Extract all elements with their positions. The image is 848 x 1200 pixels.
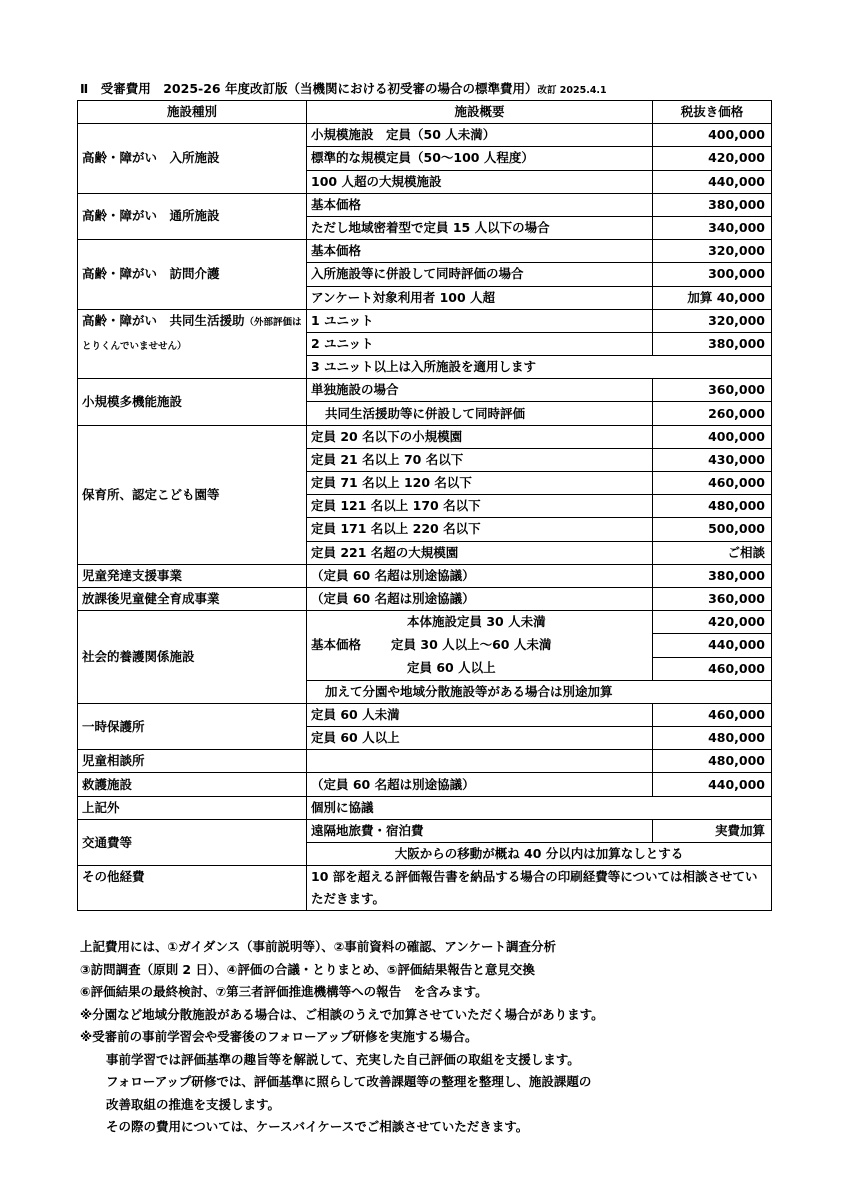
price-cell: 480,000 bbox=[653, 727, 772, 750]
price-cell: 500,000 bbox=[653, 518, 772, 541]
price-cell: 260,000 bbox=[653, 402, 772, 425]
summary-cell: 共同生活援助等に併設して同時評価 bbox=[307, 402, 653, 425]
price-cell: 400,000 bbox=[653, 425, 772, 448]
summary-cell: 定員 20 名以下の小規模園 bbox=[307, 425, 653, 448]
price-cell: ご相談 bbox=[653, 541, 772, 564]
table-header-row bbox=[78, 101, 772, 124]
category-cell: 放課後児童健全育成事業 bbox=[78, 587, 307, 610]
summary-cell: ただし地域密着型で定員 15 人以下の場合 bbox=[307, 216, 653, 239]
price-cell: 400,000 bbox=[653, 124, 772, 147]
category-cell: 交通費等 bbox=[78, 819, 307, 865]
table-row bbox=[78, 124, 772, 147]
revision-date: 改訂 2025.4.1 bbox=[537, 85, 607, 96]
summary-cell: 単独施設の場合 bbox=[307, 379, 653, 402]
summary-cell: 定員 60 人以上 bbox=[307, 657, 653, 680]
summary-cell: 100 人超の大規模施設 bbox=[307, 170, 653, 193]
category-cell: その他経費 bbox=[78, 866, 307, 911]
price-cell: 実費加算 bbox=[653, 819, 772, 842]
summary-cell: 小規模施設 定員（50 人未満） bbox=[307, 124, 653, 147]
summary-cell: 遠隔地旅費・宿泊費 bbox=[307, 819, 653, 842]
summary-cell: 定員 171 名以上 220 名以下 bbox=[307, 518, 653, 541]
category-note: （外部評価はとりくんでいませせん） bbox=[82, 316, 302, 352]
summary-cell: （定員 60 名超は別途協議） bbox=[307, 564, 653, 587]
category-cell bbox=[78, 309, 307, 379]
header-type: 施設種別 bbox=[78, 101, 307, 124]
summary-note-cell: 3 ユニット以上は入所施設を適用します bbox=[307, 356, 772, 379]
summary-cell: 定員 121 名以上 170 名以下 bbox=[307, 495, 653, 518]
base-price-label: 基本価格 bbox=[311, 637, 362, 653]
summary-cell: 標準的な規模定員（50〜100 人程度） bbox=[307, 147, 653, 170]
note-line: 上記費用には、①ガイダンス（事前説明等）、②事前資料の確認、アンケート調査分析 bbox=[80, 939, 557, 954]
summary-cell: （定員 60 名超は別途協議） bbox=[307, 587, 653, 610]
table-row bbox=[78, 866, 772, 911]
summary-cell: 定員 21 名以上 70 名以下 bbox=[307, 448, 653, 471]
price-cell: 360,000 bbox=[653, 379, 772, 402]
price-cell: 300,000 bbox=[653, 263, 772, 286]
note-line: ※分園など地域分散施設がある場合は、ご相談のうえで加算させていただく場合があります。 bbox=[80, 1006, 604, 1022]
note-line: フォローアップ研修では、評価基準に照らして改善課題等の整理を整理し、施設課題の bbox=[106, 1074, 592, 1089]
table-row bbox=[78, 379, 772, 402]
category-cell: 児童発達支援事業 bbox=[78, 564, 307, 587]
price-cell: 440,000 bbox=[653, 170, 772, 193]
summary-cell: 基本価格 bbox=[307, 240, 653, 263]
price-cell: 420,000 bbox=[653, 611, 772, 634]
note-line: ※受審前の事前学習会や受審後のフォローアップ研修を実施する場合。 bbox=[80, 1029, 478, 1044]
category-cell: 高齢・障がい 訪問介護 bbox=[78, 240, 307, 310]
summary-cell: 本体施設定員 30 人未満 bbox=[307, 611, 653, 634]
price-cell: 320,000 bbox=[653, 309, 772, 332]
table-row bbox=[78, 750, 772, 773]
table-row bbox=[78, 564, 772, 587]
table-row bbox=[78, 773, 772, 796]
summary-cell: 10 部を超える評価報告書を納品する場合の印刷経費等については相談させていただきます。 bbox=[307, 866, 772, 911]
price-cell: 440,000 bbox=[653, 773, 772, 796]
category-cell: 社会的養護関係施設 bbox=[78, 611, 307, 704]
title-main: Ⅱ 受審費用 2025-26 年度改訂版（当機関における初受審の場合の標準費用） bbox=[80, 81, 538, 96]
summary-cell: 2 ユニット bbox=[307, 332, 653, 355]
header-summary: 施設概要 bbox=[307, 101, 653, 124]
table-row bbox=[78, 819, 772, 842]
category-cell: 救護施設 bbox=[78, 773, 307, 796]
price-cell: 480,000 bbox=[653, 750, 772, 773]
price-cell: 460,000 bbox=[653, 472, 772, 495]
category-cell: 一時保護所 bbox=[78, 703, 307, 749]
category-cell: 上記外 bbox=[78, 796, 307, 819]
note-line: その際の費用については、ケースバイケースでご相談させていただきます。 bbox=[106, 1119, 529, 1134]
fee-table bbox=[77, 100, 772, 911]
notes-section bbox=[80, 936, 780, 1139]
summary-cell: （定員 60 名超は別途協議） bbox=[307, 773, 653, 796]
price-cell: 380,000 bbox=[653, 564, 772, 587]
price-cell: 480,000 bbox=[653, 495, 772, 518]
price-cell: 加算 40,000 bbox=[653, 286, 772, 309]
summary-cell: 定員 221 名超の大規模園 bbox=[307, 541, 653, 564]
table-row bbox=[78, 796, 772, 819]
price-cell: 320,000 bbox=[653, 240, 772, 263]
table-row bbox=[78, 611, 772, 634]
summary-note-cell: 大阪からの移動が概ね 40 分以内は加算なしとする bbox=[307, 843, 772, 866]
summary-cell: 入所施設等に併設して同時評価の場合 bbox=[307, 263, 653, 286]
note-line: ⑥評価結果の最終検討、⑦第三者評価推進機構等への報告 を含みます。 bbox=[80, 984, 488, 999]
table-row bbox=[78, 309, 772, 332]
summary-cell: 個別に協議 bbox=[307, 796, 772, 819]
table-row bbox=[78, 425, 772, 448]
category-cell: 児童相談所 bbox=[78, 750, 307, 773]
note-line: ③訪問調査（原則 2 日）、④評価の合議・とりまとめ、⑤評価結果報告と意見交換 bbox=[80, 961, 535, 977]
category-cell: 高齢・障がい 通所施設 bbox=[78, 193, 307, 239]
price-cell: 380,000 bbox=[653, 332, 772, 355]
price-cell: 380,000 bbox=[653, 193, 772, 216]
summary-cell: 1 ユニット bbox=[307, 309, 653, 332]
price-cell: 360,000 bbox=[653, 587, 772, 610]
category-cell: 高齢・障がい 入所施設 bbox=[78, 124, 307, 194]
table-row bbox=[78, 193, 772, 216]
page-title bbox=[80, 78, 780, 100]
table-row bbox=[78, 703, 772, 726]
header-price: 税抜き価格 bbox=[653, 101, 772, 124]
note-line: 改善取組の推進を支援します。 bbox=[106, 1096, 281, 1112]
table-row bbox=[78, 240, 772, 263]
summary-cell: アンケート対象利用者 100 人超 bbox=[307, 286, 653, 309]
summary-cell: 定員 60 人以上 bbox=[307, 727, 653, 750]
summary-note-cell: 加えて分園や地域分散施設等がある場合は別途加算 bbox=[307, 680, 772, 703]
note-line: 事前学習では評価基準の趣旨等を解説して、充実した自己評価の取組を支援します。 bbox=[106, 1051, 580, 1067]
summary-cell: 定員 60 人未満 bbox=[307, 703, 653, 726]
price-cell: 440,000 bbox=[653, 634, 772, 657]
table-row bbox=[78, 587, 772, 610]
summary-text: 定員 30 人以上〜60 人未満 bbox=[391, 637, 552, 653]
price-cell: 340,000 bbox=[653, 216, 772, 239]
category-cell: 小規模多機能施設 bbox=[78, 379, 307, 425]
price-cell: 420,000 bbox=[653, 147, 772, 170]
price-cell: 460,000 bbox=[653, 657, 772, 680]
summary-cell bbox=[307, 750, 653, 773]
category-label: 高齢・障がい 共同生活援助 bbox=[82, 312, 245, 328]
price-cell: 460,000 bbox=[653, 703, 772, 726]
price-cell: 430,000 bbox=[653, 448, 772, 471]
summary-cell bbox=[307, 634, 653, 657]
summary-cell: 基本価格 bbox=[307, 193, 653, 216]
summary-cell: 定員 71 名以上 120 名以下 bbox=[307, 472, 653, 495]
category-cell: 保育所、認定こども園等 bbox=[78, 425, 307, 564]
